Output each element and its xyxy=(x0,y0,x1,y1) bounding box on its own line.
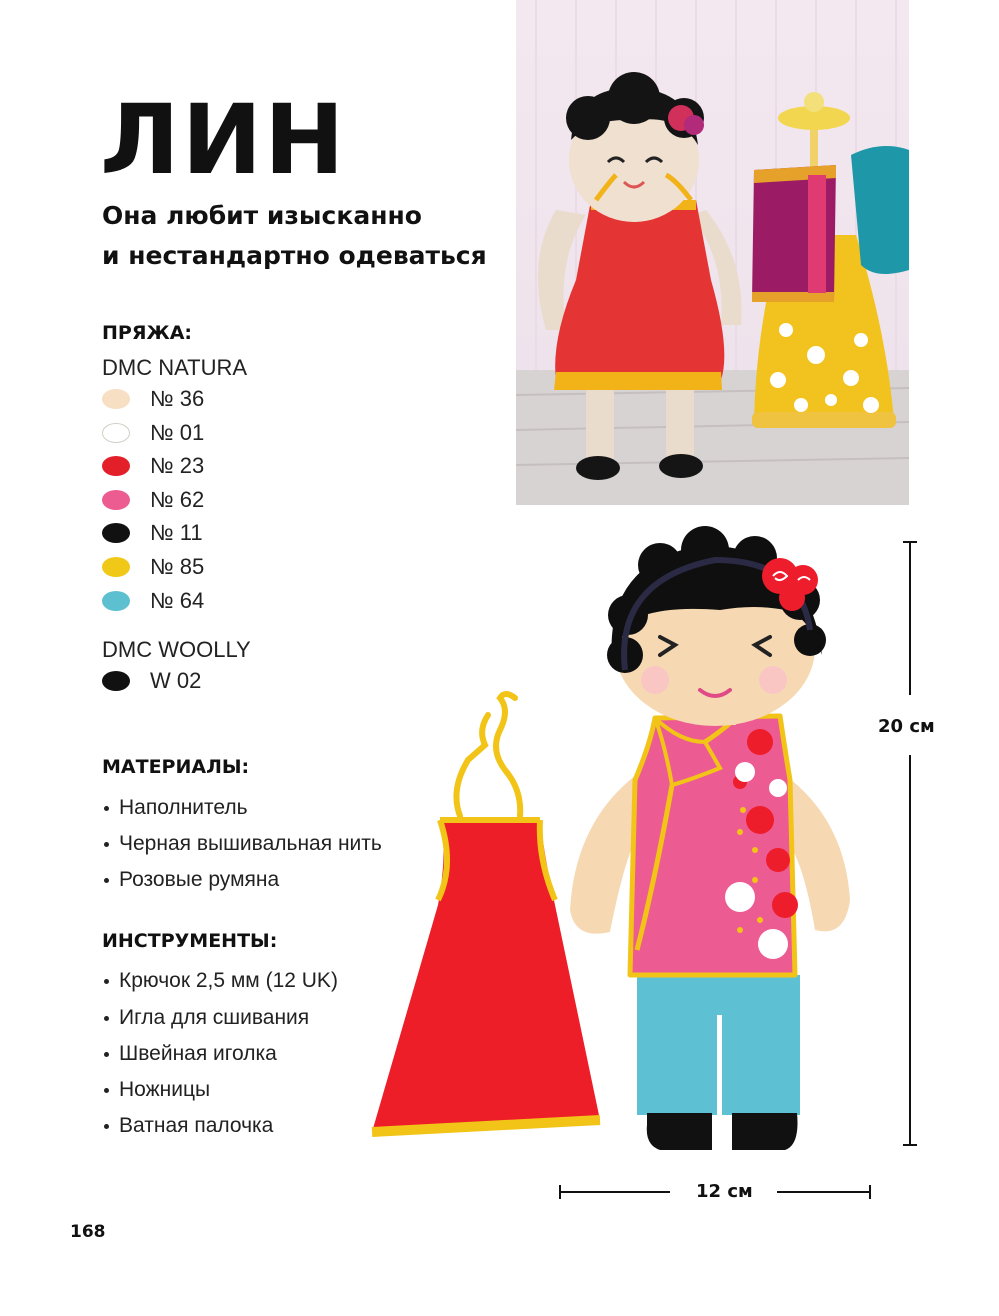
yarn-color-swatch xyxy=(102,423,130,443)
bullet-icon xyxy=(104,806,109,811)
bullet-icon xyxy=(104,842,109,847)
yarn-color-label: № 62 xyxy=(150,487,205,512)
list-item xyxy=(102,1039,277,1069)
bullet-icon xyxy=(104,979,109,984)
yarn-swatch-row xyxy=(102,552,204,582)
list-item-label: Черная вышивальная нить xyxy=(119,832,382,855)
yarn-color-swatch xyxy=(102,557,130,577)
yarn-color-label: № 36 xyxy=(150,386,205,411)
yarn-color-swatch xyxy=(102,389,130,409)
list-item-label: Наполнитель xyxy=(119,796,248,819)
list-item-label: Ватная палочка xyxy=(119,1114,274,1137)
height-measure-line xyxy=(895,540,925,1150)
bullet-icon xyxy=(104,1088,109,1093)
list-item-label: Крючок 2,5 мм (12 UK) xyxy=(119,969,338,992)
yarn-swatch-row xyxy=(102,485,204,515)
yarn-color-label: W 02 xyxy=(150,668,202,693)
bullet-icon xyxy=(104,1052,109,1057)
list-item xyxy=(102,1075,210,1105)
yarn-color-swatch xyxy=(102,671,130,691)
yarn-swatch-row xyxy=(102,666,201,696)
list-item xyxy=(102,793,248,823)
yarn-color-label: № 85 xyxy=(150,554,205,579)
list-item xyxy=(102,966,338,996)
yarn-brand-natura: DMC NATURA xyxy=(102,355,248,380)
list-item-label: Розовые румяна xyxy=(119,868,280,891)
bullet-icon xyxy=(104,1124,109,1129)
height-label: 20 см xyxy=(878,716,935,737)
yarn-swatch-row xyxy=(102,586,204,616)
list-item-label: Игла для сшивания xyxy=(119,1006,310,1029)
yarn-color-label: № 11 xyxy=(150,520,203,545)
yarn-swatch-row xyxy=(102,418,204,448)
list-item-label: Ножницы xyxy=(119,1078,211,1101)
yarn-brand-woolly: DMC WOOLLY xyxy=(102,637,251,662)
yarn-color-swatch xyxy=(102,523,130,543)
yarn-color-swatch xyxy=(102,591,130,611)
page-title: ЛИН xyxy=(100,84,347,196)
doll-figure-illustration xyxy=(570,526,850,1150)
doll-photo xyxy=(516,0,909,505)
yarn-swatch-row xyxy=(102,384,204,414)
list-item xyxy=(102,1003,309,1033)
yarn-color-label: № 23 xyxy=(150,453,205,478)
width-label: 12 см xyxy=(696,1181,753,1202)
subtitle xyxy=(102,196,487,276)
bullet-icon xyxy=(104,878,109,883)
list-item xyxy=(102,1111,273,1141)
doll-illustration xyxy=(360,520,880,1160)
tools-heading: ИНСТРУМЕНТЫ: xyxy=(102,930,278,952)
materials-heading: МАТЕРИАЛЫ: xyxy=(102,756,250,778)
yarn-color-label: № 01 xyxy=(150,420,205,445)
yarn-color-label: № 64 xyxy=(150,588,205,613)
red-dress-illustration xyxy=(372,694,600,1132)
subtitle-line-1: Она любит изысканно xyxy=(102,201,422,230)
list-item xyxy=(102,865,279,895)
yarn-color-swatch xyxy=(102,456,130,476)
list-item-label: Швейная иголка xyxy=(119,1042,277,1065)
subtitle-line-2: и нестандартно одеваться xyxy=(102,241,487,270)
yarn-swatch-row xyxy=(102,518,203,548)
page-number: 168 xyxy=(70,1222,106,1242)
yarn-heading: ПРЯЖА: xyxy=(102,322,193,344)
bullet-icon xyxy=(104,1016,109,1021)
list-item xyxy=(102,829,382,859)
yarn-swatch-row xyxy=(102,451,204,481)
yarn-color-swatch xyxy=(102,490,130,510)
